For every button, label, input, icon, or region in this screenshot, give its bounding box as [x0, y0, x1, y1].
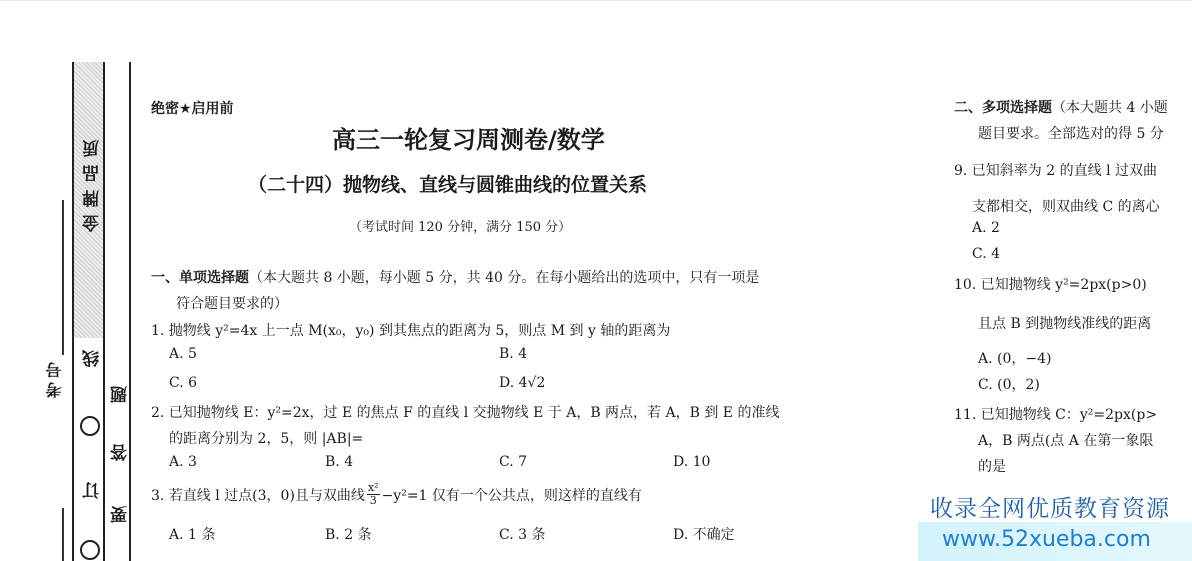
q3-stem-a: 3. 若直线 l 过点(3，0)且与双曲线	[151, 487, 365, 504]
section2-desc1: （本大题共 4 小题	[1052, 100, 1168, 116]
section2-heading: 二、多项选择题	[954, 100, 1052, 116]
q3-frac-den: 3	[369, 494, 377, 507]
watermark-line1: 收录全网优质教育资源	[930, 496, 1170, 522]
top-border	[0, 0, 1192, 1]
secret-label: 绝密★启用前	[151, 101, 234, 117]
q2-stem-2: 的距离分别为 2，5，则 |AB|=	[169, 431, 364, 447]
page-subtitle: （二十四）抛物线、直线与圆锥曲线的位置关系	[248, 174, 648, 196]
q3-option-b: B. 2 条	[325, 527, 372, 543]
section1-heading-line	[151, 267, 759, 287]
q11-stem: 11. 已知抛物线 C：y²=2px(p>	[954, 407, 1158, 423]
section2-heading-line	[954, 97, 1168, 117]
time-info: （考试时间 120 分钟，满分 150 分）	[349, 220, 572, 235]
exam-no-label: 考号	[45, 358, 64, 398]
q10-option-c: C. (0，2)	[978, 377, 1040, 393]
binding-line-right	[129, 62, 131, 561]
section2-desc2: 题目要求。全部选对的得 5 分	[978, 126, 1164, 142]
name-underline	[62, 508, 64, 561]
binding-circle-1	[80, 416, 100, 436]
q10-stem-2: 且点 B 到抛物线准线的距离	[978, 316, 1152, 332]
q9-option-c: C. 4	[972, 246, 1001, 262]
binding-line-char: 线	[83, 342, 103, 367]
q11-stem-3: 的是	[978, 459, 1006, 475]
page-title: 高三一轮复习周测卷/数学	[332, 126, 605, 154]
q2-option-c: C. 7	[499, 454, 528, 470]
q2-stem: 2. 已知抛物线 E：y²=2x，过 E 的焦点 F 的直线 l 交抛物线 E 于 A，B 两点，若 A，B 到 E 的准线	[151, 405, 780, 421]
q9-option-a: A. 2	[972, 220, 1000, 236]
q3-option-a: A. 1 条	[169, 527, 216, 543]
q3-frac-num: x²	[367, 481, 379, 494]
brand-vertical-text: 金牌品质	[83, 132, 103, 232]
section1-desc2: 符合题目要求的）	[176, 296, 288, 312]
exam-no-underline	[62, 200, 64, 355]
right-page	[948, 90, 1192, 490]
binding-circle-2	[80, 540, 100, 560]
q10-option-a: A. (0，−4)	[978, 351, 1052, 367]
section1-desc1: （本大题共 8 小题，每小题 5 分，共 40 分。在每小题给出的选项中，只有一项是	[249, 270, 760, 286]
q9-stem: 9. 已知斜率为 2 的直线 l 过双曲	[954, 163, 1157, 179]
watermark-url[interactable]: www.52xueba.com	[942, 527, 1151, 552]
binding-line-left	[72, 62, 74, 561]
q1-option-d: D. 4√2	[499, 375, 546, 391]
binding-ti-char: 题	[111, 378, 131, 403]
binding-yao-char: 要	[111, 498, 131, 523]
q3-stem-b: −y²=1 仅有一个公共点，则这样的直线有	[381, 487, 642, 504]
q3-fraction	[367, 482, 380, 507]
binding-ding-char: 订	[83, 474, 103, 499]
q1-option-a: A. 5	[169, 346, 197, 362]
q1-stem: 1. 抛物线 y²=4x 上一点 M(x₀，y₀) 到其焦点的距离为 5，则点 M 到 y 轴的距离为	[151, 323, 671, 339]
q10-stem: 10. 已知抛物线 y²=2px(p>0)	[954, 277, 1147, 293]
q3-option-d: D. 不确定	[673, 527, 735, 543]
q2-option-d: D. 10	[673, 454, 711, 470]
q1-option-c: C. 6	[169, 375, 198, 391]
section1-heading: 一、单项选择题	[151, 270, 249, 286]
q2-option-a: A. 3	[169, 454, 197, 470]
q3-stem	[151, 482, 642, 507]
q3-option-c: C. 3 条	[499, 527, 546, 543]
q2-option-b: B. 4	[325, 454, 354, 470]
binding-da-char: 答	[111, 436, 131, 461]
q1-option-b: B. 4	[499, 346, 528, 362]
q9-stem-2: 支都相交，则双曲线 C 的离心	[972, 199, 1160, 215]
q11-stem-2: A，B 两点(点 A 在第一象限	[978, 433, 1154, 449]
